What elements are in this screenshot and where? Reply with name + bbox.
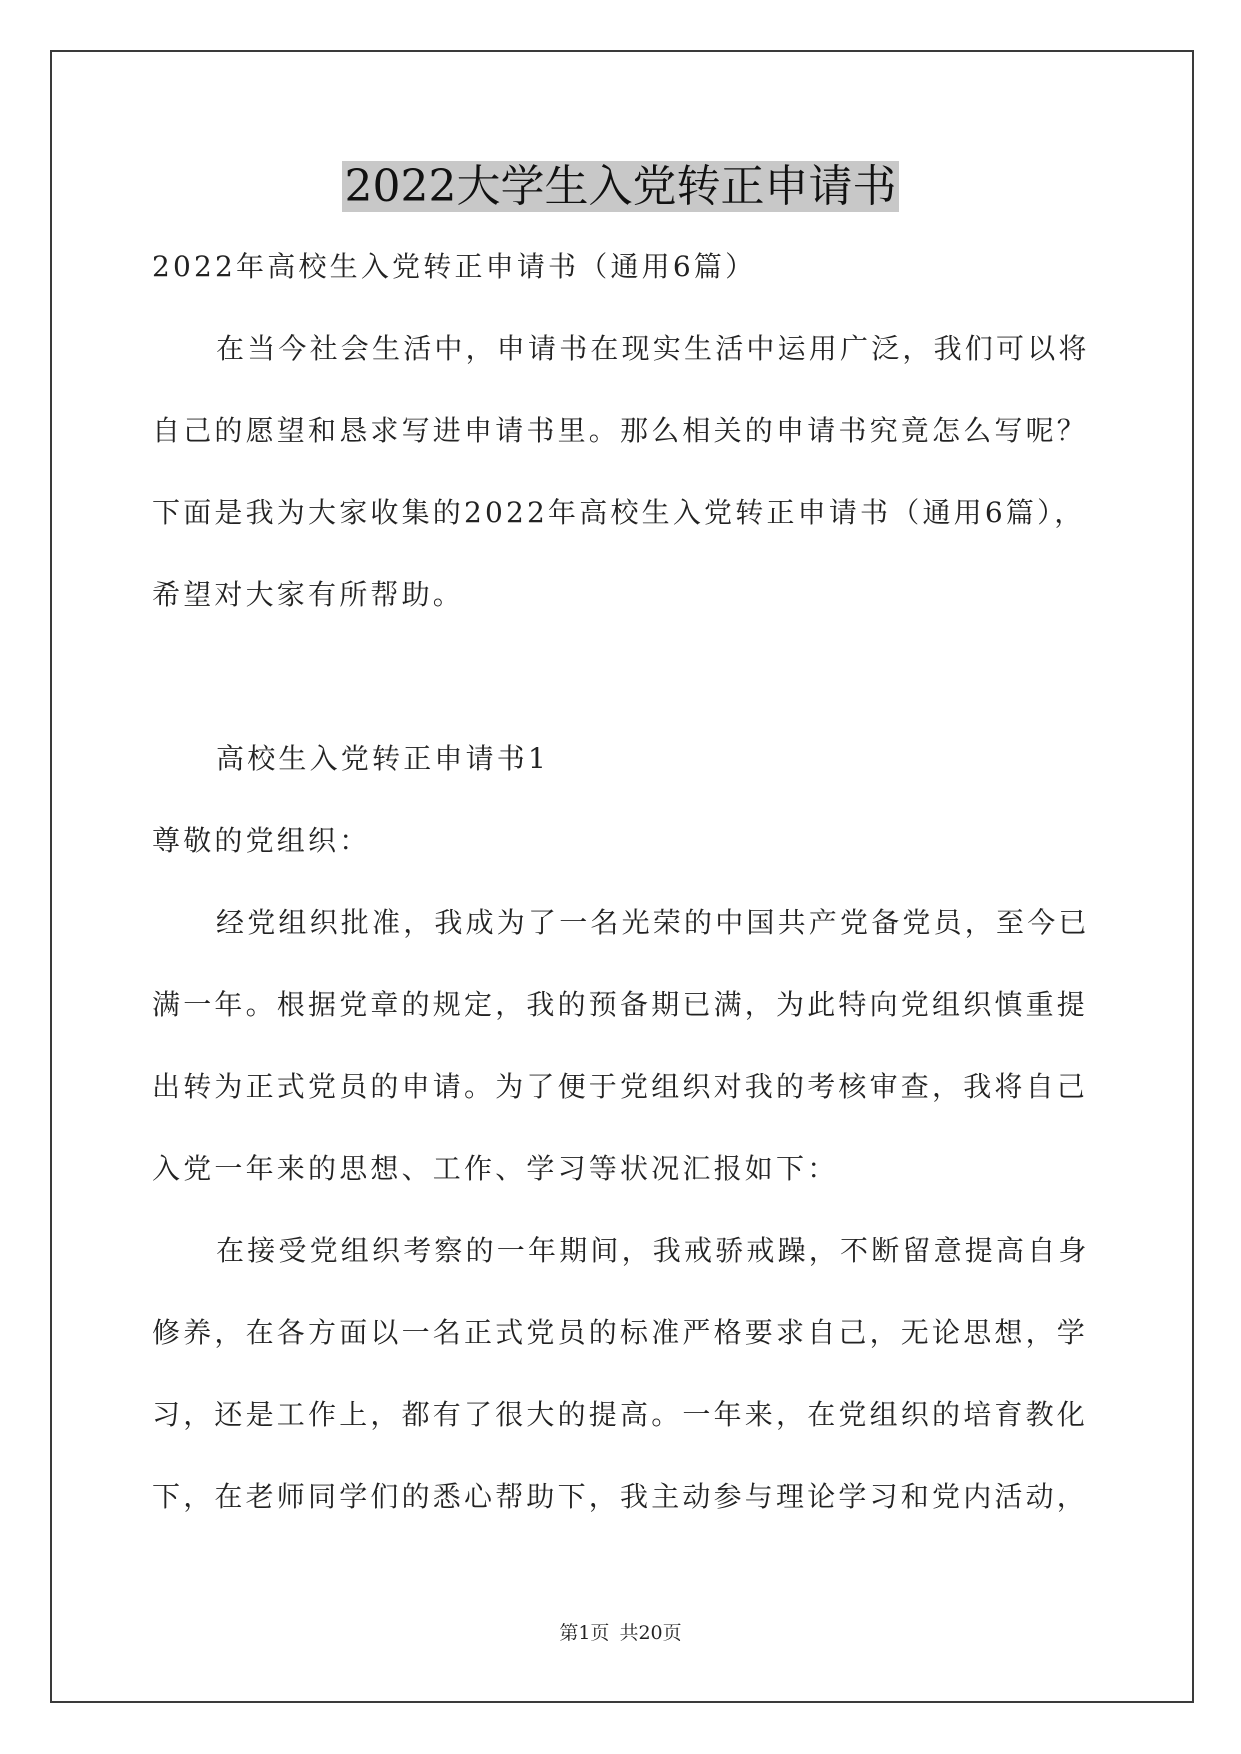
intro-line: 希望对大家有所帮助。 (152, 578, 465, 611)
paragraph1-line: 经党组织批准，我成为了一名光荣的中国共产党备党员，至今已 (216, 906, 1090, 939)
document-body (152, 226, 1092, 1538)
document-title-text: 2022大学生入党转正申请书 (342, 161, 900, 212)
intro-line: 下面是我为大家收集的2022年高校生入党转正申请书（通用6篇）， (152, 496, 1086, 529)
paragraph2-line: 下，在老师同学们的悉心帮助下，我主动参与理论学习和党内活动， (152, 1480, 1089, 1513)
paragraph1-line: 出转为正式党员的申请。为了便于党组织对我的考核审查，我将自己 (152, 1070, 1089, 1103)
blank-line (152, 636, 1092, 718)
page-footer (0, 1618, 1241, 1645)
document-title (0, 158, 1241, 216)
page-number: 第1页 (559, 1622, 610, 1644)
paragraph1-line: 入党一年来的思想、工作、学习等状况汇报如下： (152, 1152, 839, 1185)
salutation: 尊敬的党组织： (152, 824, 371, 857)
paragraph2-line: 习，还是工作上，都有了很大的提高。一年来，在党组织的培育教化 (152, 1398, 1089, 1431)
section-heading: 高校生入党转正申请书1 (216, 742, 550, 775)
total-pages: 共20页 (619, 1622, 682, 1644)
paragraph1-line: 满一年。根据党章的规定，我的预备期已满，为此特向党组织慎重提 (152, 988, 1089, 1021)
subtitle: 2022年高校生入党转正申请书（通用6篇） (152, 250, 757, 283)
intro-line: 在当今社会生活中，申请书在现实生活中运用广泛，我们可以将 (216, 332, 1090, 365)
intro-line: 自己的愿望和恳求写进申请书里。那么相关的申请书究竟怎么写呢？ (152, 414, 1089, 447)
paragraph2-line: 在接受党组织考察的一年期间，我戒骄戒躁，不断留意提高自身 (216, 1234, 1090, 1267)
paragraph2-line: 修养，在各方面以一名正式党员的标准严格要求自己，无论思想，学 (152, 1316, 1089, 1349)
